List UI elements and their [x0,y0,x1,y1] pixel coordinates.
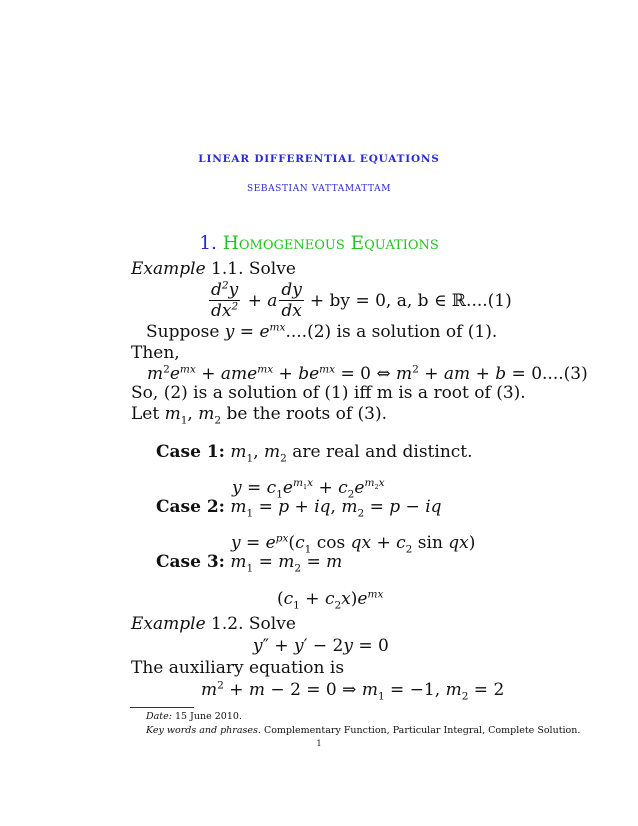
case-1: Case 1: $m_1$, $m_2$ are real and distinct. [156,442,473,465]
case-2: Case 2: $m_1 = p$ + iq, $m_2 = p$ − iq [156,497,442,520]
section-number: 1. [199,233,217,254]
example-1-2-heading: Example 1.2. Solve [131,614,296,634]
section-title: Homogeneous Equations [222,233,439,254]
second-derivative: $\frac{d^2y}{dx^2}$ [211,279,239,321]
case-3-label: Case 3: [156,552,225,572]
footnote-date: Date: 15 June 2010. [146,711,242,722]
paper-title: LINEAR DIFFERENTIAL EQUATIONS [198,153,440,165]
case-1-label: Case 1: [156,442,225,462]
aux-intro: The auxiliary equation is [131,658,345,678]
page-number: 1 [316,739,322,748]
paper-author: SEBASTIAN VATTAMATTAM [246,184,392,194]
case-1-solution: $y = c_1e^{m_1x} + c_2e^{m_2x}$ [232,477,385,501]
case-2-solution: $y = e^{px}(c_1$ cos qx + $c_2$ sin qx) [231,532,476,556]
example-number: 1.1. [211,259,244,279]
then-line: Then, [131,343,180,363]
example-1-1-heading [131,259,296,279]
first-derivative: $\frac{dy}{dx}$ [281,280,302,321]
example-instruction: Solve [248,259,296,279]
suppose-line: Suppose $y = e^{mx}....(2)$ is a solution of (1). [146,321,498,342]
so-line: So, (2) is a solution of (1) iff m is a root of (3). [131,383,526,403]
example-label: Example [131,259,206,279]
equation-1-rest: + by = 0, a, b ∈ ℝ....(1) [309,290,512,311]
auxiliary-equation: $m^2 + m - 2 = 0$ ⇒ $m_1 = -1$, $m_2 = 2$ [201,679,505,703]
ode-equation-2: y″ + y′ − 2y = 0 [253,636,389,656]
let-line: Let $m_1$, $m_2$ be the roots of (3). [131,404,388,427]
footnote-rule [130,707,194,708]
ode-equation-1: $\frac{d^2y}{dx^2}$ + a $\frac{dy}{dx}$ + by = 0, a, b ∈ ℝ....(1) [211,279,512,321]
case-3-solution: $(c_1 + c_2x)e^{mx}$ [277,588,384,612]
footnote-keywords: Key words and phrases. Complementary Function, Particular Integral, Complete Solution. [146,725,581,736]
characteristic-equation: $m^2e^{mx} + ame^{mx} + be^{mx} = 0$ ⇔ $m^2$ + am + b = 0....(3) [147,363,588,384]
section-heading [0,233,638,254]
case-3: Case 3: $m_1 = m_2 = m$ [156,552,343,575]
case-2-label: Case 2: [156,497,225,517]
